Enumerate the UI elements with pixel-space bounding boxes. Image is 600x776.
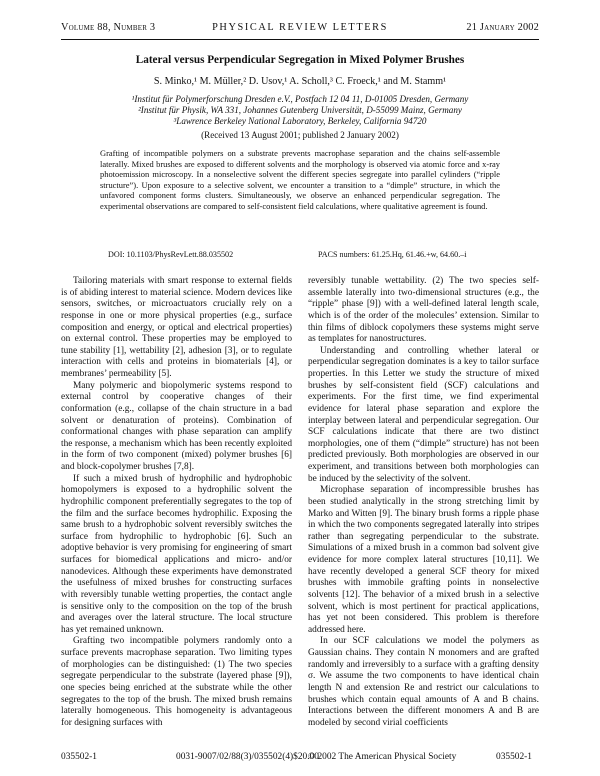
- issue-date: 21 January 2002: [466, 22, 539, 33]
- page-number-left: 035502-1: [61, 752, 97, 762]
- affiliation-1: ¹Institut für Polymerforschung Dresden e.V., Postfach 12 04 11, D-01005 Dresden, Germany: [131, 94, 469, 104]
- copyright: © 2002 The American Physical Society: [308, 752, 457, 762]
- received-dates: (Received 13 August 2001; published 2 January 2002): [201, 130, 399, 140]
- body-column-right: [308, 276, 539, 729]
- affiliation-3: ³Lawrence Berkeley National Laboratory, Berkeley, California 94720: [173, 116, 427, 127]
- author-list: S. Minko,¹ M. Müller,² D. Usov,¹ A. Scholl,³ C. Froeck,¹ and M. Stamm¹: [153, 76, 447, 87]
- pacs-numbers: PACS numbers: 61.25.Hq, 61.46.+w, 64.60.–i: [318, 250, 467, 259]
- volume-number: Volume 88, Number 3: [61, 22, 156, 33]
- paragraph: reversibly tunable wettability. (2) The two species self-assemble laterally into two-dimensional structures (e.g., the “ripple” phase [9]) with a well-defined lateral length scale, which is of the order of the molecules’ extension. Similar to thin films of diblock copolymers these systems might serve as templates for nanostructures.: [308, 276, 539, 345]
- paragraph: Many polymeric and biopolymeric systems respond to external control by cooperative changes of their conformation (e.g., collapse of the chain structure in a bad solvent or denaturation of proteins). Combination of conformational changes with phase separation can amplify the response, a mechanism which has been recently exploited in the form of two component (mixed) polymer brushes [6] and block-copolymer brushes [7,8].: [61, 380, 292, 472]
- paragraph: Microphase separation of incompressible brushes has been studied analytically in the strong stretching limit by Marko and Witten [9]. The binary brush forms a ripple phase in which the two components segregated laterally into stripes rather than segregating perpendicular to the substrate. Simulations of a mixed brush in a common bad solvent give evidence for more complex lateral structures [10,11]. We have recently developed a general SCF theory for mixed brushes with immobile grafting points in nonselective solvents [12]. The behavior of a mixed brush in a selective solvent, which is most pertinent for practical applications, has yet not been considered. This problem is therefore addressed here.: [308, 485, 539, 635]
- body-column-left: [61, 276, 292, 729]
- paragraph: Understanding and controlling whether lateral or perpendicular segregation dominates is a key to tailor surface properties. In this Letter we study the structure of mixed brushes by self-consistent field (SCF) calculations and experiments. For the first time, we find experimental evidence for lateral phase separation and explore the interplay between lateral and perpendicular segregation. Our SCF calculations indicate that there are two distinct morphologies, one of them (“dimple” structure) has not been predicted previously. Both morphologies are observed in our experiment, and transitions between both morphologies can be induced by the selectivity of the solvent.: [308, 345, 539, 484]
- affiliation-2: ²Institut für Physik, WA 331, Johannes Gutenberg Universität, D-55099 Mainz, Germany: [138, 105, 462, 116]
- header-rule: [61, 39, 539, 40]
- doi-link[interactable]: DOI: 10.1103/PhysRevLett.88.035502: [108, 250, 234, 259]
- article-title: Lateral versus Perpendicular Segregation in Mixed Polymer Brushes: [135, 54, 465, 66]
- abstract: Grafting of incompatible polymers on a substrate prevents macrophase separation and the chains self-assemble laterally. Mixed brushes are exposed to different solvents and the morphology is observed via atomic force and x-ray photoemission microscopy. In a nonselective solvent the different species segregate into parallel cylinders (“ripple structure”). Upon exposure to a selective solvent, we encounter a transition to a “dimple” structure, in which the unfavored component forms clusters. Simultaneously, we observe an enhanced perpendicular segregation. The experimental observations are compared to self-consistent field calculations, where qualitative agreement is found.: [100, 148, 500, 211]
- paragraph: If such a mixed brush of hydrophilic and hydrophobic homopolymers is exposed to a hydrophilic solvent the hydrophilic component preferentially segregates to the top of the film and the surface becomes hydrophilic. Exposing the same brush to a hydrophobic solvent reversibly switches the surface from hydrophilic to hydrophobic [6]. Such an adoptive behavior is very promising for engineering of smart surfaces for biomedical applications and micro- and/or nanodevices. Although these experiments have demonstrated the usefulness of mixed brushes for constructing surfaces with reversibly tunable wetting properties, the contact angle is sensitive only to the composition on the top of the brush and averages over the lateral structure. The local structure has yet remained unknown.: [61, 473, 292, 635]
- paragraph: In our SCF calculations we model the polymers as Gaussian chains. They contain N monomers and are grafted randomly and irreversibly to a surface with a grafting density σ. We assume the two components to have identical chain length N and extension Re and restrict our calculations to brushes which contain equal amounts of A and B chains. Interactions between the different monomers A and B are modeled by second virial coefficients: [308, 636, 539, 728]
- journal-name: PHYSICAL REVIEW LETTERS: [212, 22, 388, 33]
- article-code: 0031-9007/02/88(3)/035502(4)$20.00: [176, 752, 319, 762]
- page-number-right: 035502-1: [496, 752, 532, 762]
- running-header: [61, 22, 539, 38]
- affiliations: [61, 94, 539, 128]
- paragraph: Tailoring materials with smart response to external fields is of abiding interest to material science. Modern devices like sensors, switches, or microactuators crucially rely on a response in one or more physical properties (e.g., surface composition and energy, or optical and electrical properties) on external control. These properties may be employed to tune stability [1], wettability [2], adhesion [3], or to regulate interaction with cells and proteins in biomaterials [4], or membranes’ permeability [5].: [61, 276, 292, 379]
- paragraph: Grafting two incompatible polymers randomly onto a surface prevents macrophase separation. Two limiting types of morphologies can be distinguished: (1) The two species segregate perpendicular to the substrate (layered phase [9]), one species being enriched at the substrate while the other segregates to the top of the brush. The mixed brush remains laterally homogeneous. This homogeneity is advantageous for designing surfaces with: [61, 636, 292, 728]
